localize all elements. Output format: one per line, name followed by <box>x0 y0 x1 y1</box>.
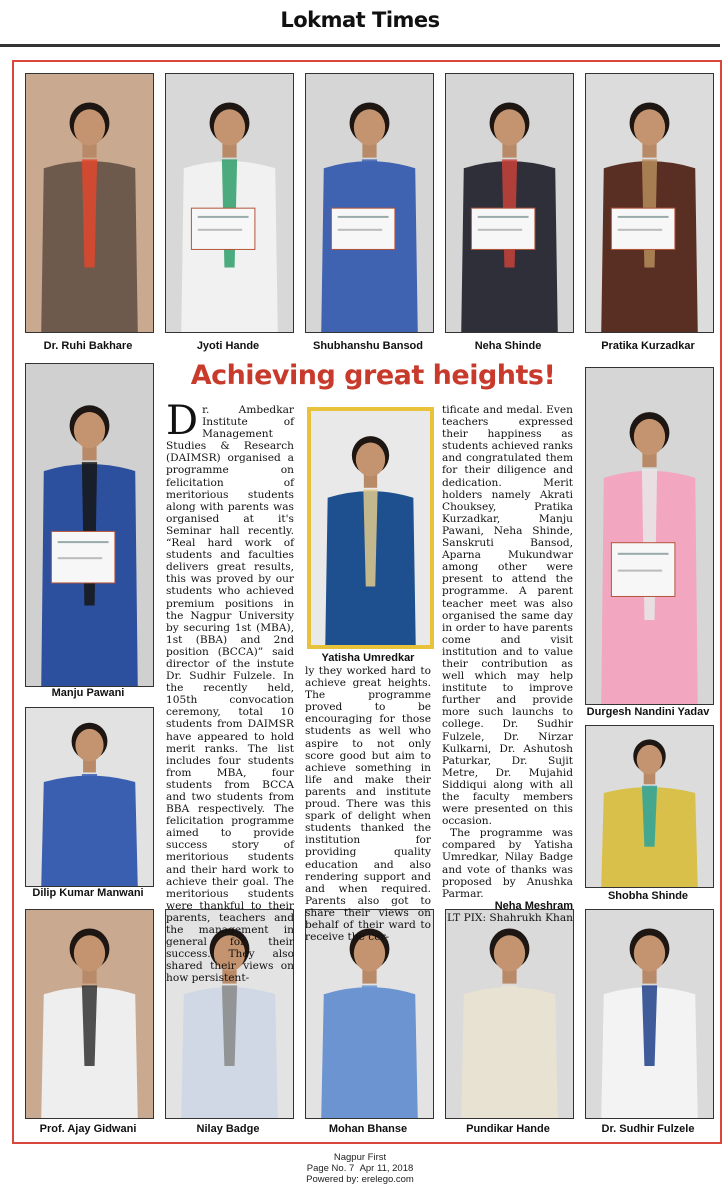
portrait-photo <box>585 73 714 333</box>
photo-caption: Mohan Bhanse <box>328 1123 408 1135</box>
newspaper-title: Lokmat Times <box>280 8 440 32</box>
photo-caption: Dr. Sudhir Fulzele <box>601 1123 695 1135</box>
article-text-3a: tificate and medal. Even teachers expressed their happiness as students achieved ranks and congratulated them for their diligence and dedication. Merit holders namely Akrati Chouksey, Pratika Kurzadkar, Manju Pawani, Neha Shinde, Sanskruti Bansod, Aparna Mukundwar among other were present to attend the programme. A parent teacher meet was also organised the same day in order to have parents come and visit institution and to value their contribution as well which may help institute to improve further and provide more such launchs to college. Dr. Sudhir Fulzele, Dr. Nirzar Kulkarni, Dr. Ashutosh Paturkar, Dr. Sujit Metre, Dr. Mujahid Siddiqui along with all the faculty members were presented on this occasion. <box>442 404 573 828</box>
page-footer <box>0 1152 720 1185</box>
article-column-1 <box>166 398 294 985</box>
article-text-1: r. Ambedkar Institute of Management Studies & Research (DAIMSR) organised a programme on felicitation of meritorious students along with parents was organised at it's Seminar hall recently. “Real hard work of students and faculties delivers great results, this was proved by our students who achieved premium positions in the Nagpur University by securing 1st (MBA), 1st (BBA) and 2nd position (BCCA)” said director of the instute Dr. Sudhir Fulzele. In the recently held, 105th convocation ceremony, total 10 students from DAIMSR have appeared to hold merit ranks. The list includes four students from MBA, four students from BCCA and two students from BBA respectively. The felicitation programme aimed to provide success story of meritorious students and their hard work to achieve their goal. The meritorious students were thankful to their parents, teachers and the management in general for their success. They also shared their views on how persistent- <box>166 404 294 985</box>
portrait-photo <box>307 407 434 649</box>
portrait-photo <box>25 73 154 333</box>
article-column-3 <box>442 404 573 924</box>
photo-caption: Durgesh Nandini Yadav <box>586 706 710 718</box>
photo-caption: Shubhanshu Bansod <box>313 340 423 352</box>
byline: Neha Meshram <box>494 899 573 912</box>
photo-caption: Yatisha Umredkar <box>321 652 415 664</box>
photo-caption: Dilip Kumar Manwani <box>32 887 144 899</box>
portrait-photo <box>165 73 294 333</box>
portrait-photo <box>445 909 574 1119</box>
photo-caption: Shobha Shinde <box>607 890 689 902</box>
portrait-photo <box>585 367 714 705</box>
portrait-photo <box>25 909 154 1119</box>
portrait-photo <box>585 909 714 1119</box>
portrait-photo <box>305 73 434 333</box>
headline: Achieving great heights! <box>190 360 556 391</box>
photo-caption: Prof. Ajay Gidwani <box>39 1123 137 1135</box>
portrait-photo <box>445 73 574 333</box>
masthead <box>0 0 720 47</box>
article-text-3b: The programme was compared by Yatisha Umredkar, Nilay Badge and vote of thanks was proposed by Anushka Parmar. <box>442 827 573 900</box>
photo-caption: Jyoti Hande <box>196 340 260 352</box>
footer-date: Apr 11, 2018 <box>359 1163 414 1174</box>
photo-caption: Dr. Ruhi Bakhare <box>43 340 133 352</box>
article-column-2 <box>305 665 431 944</box>
article-text-2: ly they worked hard to achieve great heights. The programme proved to be encouraging for those students as well who aspire to not only score good but aim to achieve something in life and make their parents and institute proud. There was this spark of delight when students thanked the institution for providing quality education and also rendering support and and when required. Parents also got to share their views on behalf of their ward to receive the cer- <box>305 665 431 944</box>
portrait-photo <box>25 363 154 687</box>
photo-caption: Pundikar Hande <box>466 1123 550 1135</box>
photo-caption: Neha Shinde <box>474 340 542 352</box>
photo-credit: LT PIX: Shahrukh Khan <box>447 911 573 924</box>
portrait-photo <box>585 725 714 888</box>
portrait-photo <box>25 707 154 887</box>
photo-caption: Nilay Badge <box>196 1123 260 1135</box>
footer-powered: Powered by: erelego.com <box>306 1174 414 1185</box>
footer-edition: Nagpur First <box>333 1152 387 1163</box>
footer-page: Page No. 7 <box>306 1163 355 1174</box>
photo-caption: Pratika Kurzadkar <box>601 340 695 352</box>
drop-cap: D <box>166 398 199 444</box>
photo-caption: Manju Pawani <box>51 687 125 699</box>
